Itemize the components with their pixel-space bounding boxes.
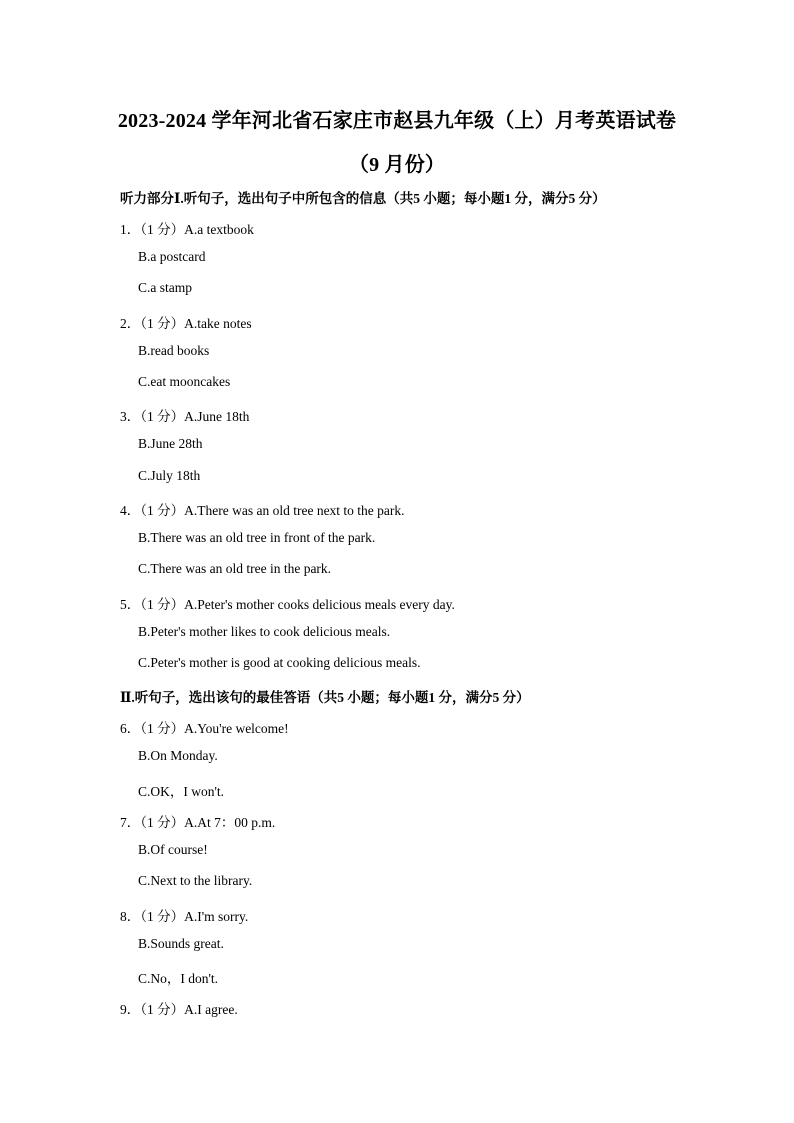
question-9 (120, 998, 238, 1018)
question-5 (120, 593, 455, 613)
question-6-prefix: 6．（1 分） (120, 721, 185, 736)
question-7-option-b: B.Of course! (138, 842, 208, 857)
question-4 (120, 499, 405, 519)
question-1-option-c: C.a stamp (138, 280, 192, 295)
question-2-option-c: C.eat mooncakes (138, 374, 231, 389)
question-3-prefix: 3．（1 分） (120, 409, 185, 424)
question-7-option-a: A.At 7：00 p.m. (184, 815, 276, 830)
question-2-prefix: 2．（1 分） (120, 316, 185, 331)
question-3-option-c: C.July 18th (138, 468, 201, 483)
question-6-option-b: B.On Monday. (138, 748, 218, 763)
question-6 (120, 717, 289, 737)
question-1-option-b: B.a postcard (138, 249, 206, 264)
question-4-option-a: A.There was an old tree next to the park. (184, 503, 405, 518)
question-8-option-a: A.I'm sorry. (184, 909, 249, 924)
question-7 (120, 811, 275, 831)
question-6-option-a: A.You're welcome! (184, 721, 289, 736)
exam-title: 2023-2024 学年河北省石家庄市赵县九年级（上）月考英语试卷 (117, 110, 677, 132)
question-5-option-b: B.Peter's mother likes to cook delicious meals. (138, 624, 391, 639)
question-3-option-a: A.June 18th (184, 409, 250, 424)
question-8-option-b: B.Sounds great. (138, 936, 224, 951)
question-3-option-b: B.June 28th (138, 436, 203, 451)
question-5-prefix: 5．（1 分） (120, 597, 185, 612)
question-4-option-b: B.There was an old tree in front of the park. (138, 530, 376, 545)
question-8-option-c: C.No，I don't. (138, 971, 219, 986)
question-2-option-a: A.take notes (184, 316, 252, 331)
question-1 (120, 218, 254, 238)
question-6-option-c: C.OK，I won't. (138, 784, 225, 799)
question-1-prefix: 1．（1 分） (120, 222, 185, 237)
question-9-option-a: A.I agree. (184, 1002, 238, 1017)
exam-subtitle: （9 月份） (348, 154, 446, 176)
question-1-option-a: A.a textbook (184, 222, 254, 237)
section-1-heading: 听力部分Ⅰ.听句子，选出句子中所包含的信息（共5 小题；每小题1 分，满分5 分） (120, 191, 606, 206)
question-4-option-c: C.There was an old tree in the park. (138, 561, 332, 576)
question-7-option-c: C.Next to the library. (138, 873, 253, 888)
question-2-option-b: B.read books (138, 343, 210, 358)
question-9-prefix: 9．（1 分） (120, 1002, 185, 1017)
question-8 (120, 905, 248, 925)
question-2 (120, 312, 252, 332)
section-2-heading: Ⅱ.听句子，选出该句的最佳答语（共5 小题；每小题1 分，满分5 分） (120, 690, 530, 705)
question-7-prefix: 7．（1 分） (120, 815, 185, 830)
question-8-prefix: 8．（1 分） (120, 909, 185, 924)
question-5-option-a: A.Peter's mother cooks delicious meals every day. (184, 597, 455, 612)
question-4-prefix: 4．（1 分） (120, 503, 185, 518)
question-5-option-c: C.Peter's mother is good at cooking delicious meals. (138, 655, 421, 670)
question-3 (120, 405, 249, 425)
